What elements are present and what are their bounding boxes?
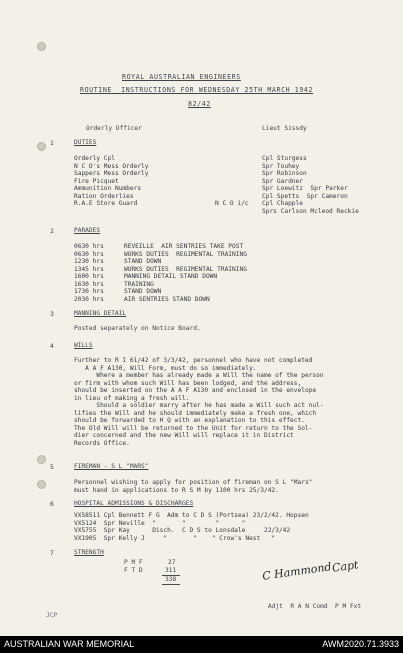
parade-event: MANNING DETAIL STAND DOWN [124, 273, 218, 280]
section-number: 6 [50, 500, 54, 508]
section-number: 3 [50, 310, 54, 318]
parade-time: 0630 hrs [74, 250, 104, 258]
strength-label: F T D [124, 567, 143, 574]
duty-mid-cell [215, 155, 249, 163]
parade-event: STAND DOWN [124, 258, 162, 265]
text-line: The Old Will will be returned to the Unit for return to the Sol- [74, 424, 313, 432]
parade-time: 1730 hrs [74, 288, 104, 295]
parade-time: 1630 hrs [74, 280, 104, 288]
hospital-row: VX5755 Spr Kay Disch. C D S to Lonsdale 22/3/42 [74, 527, 291, 534]
fireman-paragraph [74, 479, 312, 494]
duty-name: Cpl Spetts Spr Cameron [262, 192, 348, 200]
strength-value: 311 [165, 567, 177, 574]
parade-event: WORKS DUTIES REGIMENTAL TRAINING [124, 250, 247, 258]
hospital-row: VX58511 Cpl Bennett F G Adm to C D S (Portsea) 23/2/42. Hopsen [74, 512, 309, 519]
archive-reference: AWM2020.71.3933 [322, 639, 399, 649]
text-line: should be inserted on the A A F A130 and enclosed in the envelope [74, 387, 317, 394]
section-title: STRENGTH [74, 549, 104, 556]
hospital-row: VX1905 Spr Kelly J " " " Crow's Nest " [74, 534, 276, 542]
handwritten-signature: C Hammond [261, 560, 333, 583]
text-line: should be forwarded to H Q with an explanation to this effect. [74, 417, 305, 424]
duty-role: Ration Orderlies [74, 192, 134, 200]
parade-event: WORKS DUTIES REGIMENTAL TRAINING [124, 265, 247, 273]
duty-role: N C O's Mess Orderly [74, 162, 149, 170]
strength-value: 27 [168, 559, 176, 566]
hospital-list [74, 512, 309, 542]
section-number: 5 [50, 463, 54, 471]
parade-event: TRAINING [124, 280, 154, 288]
strength-label: P M F [124, 559, 143, 566]
orderly-officer-name: Lieut Sissdy [262, 125, 307, 132]
parade-time: 1230 hrs [74, 258, 104, 265]
section-title: FIREMAN - S L "MARS" [74, 463, 149, 470]
duty-name: Cpl Sturgess [262, 155, 307, 162]
section-title: DUTIES [74, 139, 97, 146]
instruction-number: 82/42 [188, 100, 211, 108]
text-line: in lieu of making a fresh will. [74, 394, 190, 402]
section-number: 4 [50, 342, 54, 350]
duty-roles [74, 155, 149, 208]
duty-mid-cell [215, 163, 249, 171]
section-title: MANNING DETAIL [74, 310, 127, 317]
punch-hole [37, 480, 46, 489]
duty-role: Orderly Cpl [74, 155, 115, 162]
duty-name: Sprs Carlson Mcleod Reckie [262, 207, 359, 215]
parade-time: 0630 hrs [74, 243, 104, 250]
text-line: or firm with whom such Will has been lodged, and the address, [74, 379, 302, 387]
punch-hole [37, 142, 46, 151]
duty-mid-cell [215, 178, 249, 186]
duty-role: Ammunition Numbers [74, 185, 142, 192]
wills-paragraph [74, 357, 324, 447]
duty-names [262, 155, 359, 215]
text-line: must hand in applications to R S M by 1100 hrs 25/3/42. [74, 486, 279, 494]
duty-role: R.A.E Store Guard [74, 200, 138, 207]
text-line: Where a member has already made a Will the name of the person [74, 372, 324, 379]
manning-text: Posted separately on Notice Board. [74, 325, 201, 332]
unit-heading: ROYAL AUSTRALIAN ENGINEERS [122, 73, 241, 81]
signature-rank: Capt [331, 558, 360, 575]
text-line: Further to R I 61/42 of 3/3/42, personnel who have not completed [74, 357, 313, 364]
text-line: Should a soldier marry after he has made a Will such act nul- [74, 402, 324, 409]
duty-mid [215, 155, 249, 208]
total-rule [162, 584, 180, 585]
section-title: WILLS [74, 342, 93, 349]
duty-name: Cpl Chapple [262, 200, 303, 207]
typist-initials: JCP [46, 612, 58, 619]
duty-mid-cell [215, 185, 249, 193]
section-number: 1 [50, 139, 54, 147]
text-line: A A F A130, Will Form, must do so immediately. [74, 364, 257, 372]
text-line: Personnel wishing to apply for position of fireman on S L "Mars" [74, 479, 313, 486]
duty-mid-cell [215, 170, 249, 178]
text-line: dier concerned and the new Will will replace it in District [74, 432, 294, 439]
parade-event: AIR SENTRIES STAND DOWN [124, 295, 210, 303]
section-title: HOSPITAL ADMISSIONS & DISCHARGES [74, 500, 194, 507]
parade-event: REVEILLE AIR SENTRIES TAKE POST [124, 243, 244, 250]
section-number: 2 [50, 227, 54, 235]
hospital-row: VX5124 Spr Neville " " " " [74, 519, 246, 527]
punch-hole [37, 455, 46, 464]
orderly-officer-label: Orderly Officer [86, 125, 142, 132]
duty-name: Spr Loewitz Spr Parker [262, 185, 348, 192]
text-line: lifies the Will and he should immediately make a fresh one, which [74, 409, 317, 417]
duty-mid-cell: N C O i/c [215, 200, 249, 207]
duty-role: Fire Picquet [74, 177, 119, 185]
duty-mid-cell [215, 193, 249, 201]
punch-hole [37, 42, 46, 51]
duty-name: Spr Touhey [262, 162, 300, 170]
parade-event: STAND DOWN [124, 288, 162, 295]
duty-name: Spr Robinson [262, 170, 307, 177]
parade-times [74, 243, 104, 303]
archive-name: AUSTRALIAN WAR MEMORIAL [4, 639, 135, 649]
strength-total: 338 [165, 576, 177, 583]
document-title: ROUTINE INSTRUCTIONS FOR WEDNESDAY 25TH MARCH 1942 [80, 86, 314, 94]
section-title: PARADES [74, 227, 101, 234]
parade-time: 2030 hrs [74, 295, 104, 303]
archive-footer [0, 636, 403, 653]
signature-caption: Adjt R A N Comd P M Fxt [268, 603, 362, 610]
parade-time: 1600 hrs [74, 273, 104, 280]
text-line: Records Office. [74, 439, 130, 447]
duty-name: Spr Gardner [262, 177, 303, 185]
section-number: 7 [50, 549, 54, 557]
parade-time: 1345 hrs [74, 265, 104, 273]
parade-events [124, 243, 247, 303]
duty-role: Sappers Mess Orderly [74, 170, 149, 177]
